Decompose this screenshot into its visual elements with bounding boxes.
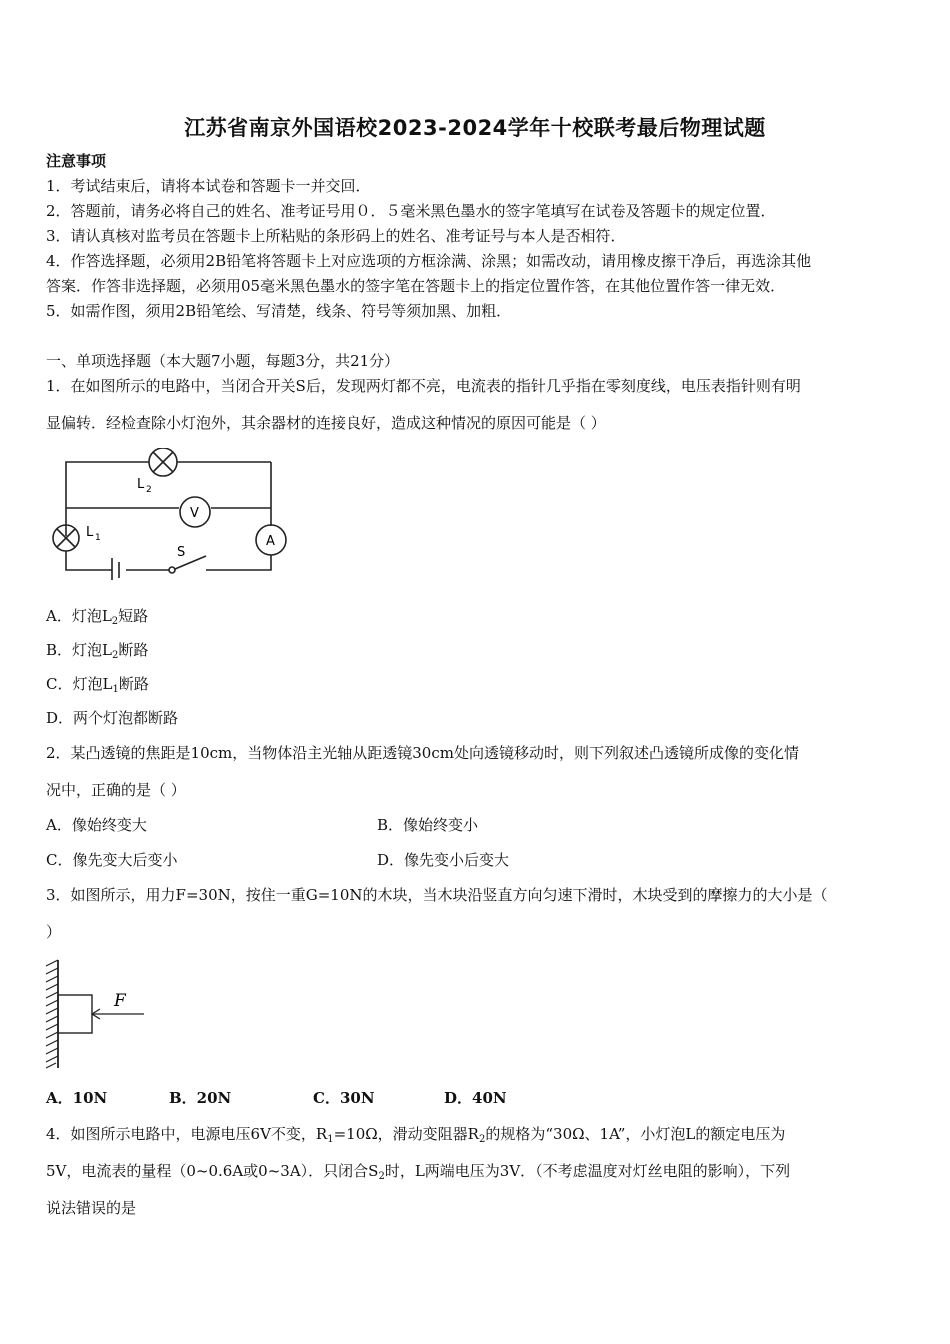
notice-item: 3．请认真核对监考员在答题卡上所粘贴的条形码上的姓名、准考证号与本人是否相符． — [46, 227, 626, 245]
force-label: F — [114, 991, 126, 1011]
q4-stem-line1: 4．如图所示电路中，电源电压6V不变，$R_1=10\Omega$，滑动变阻器$R_2$的规格为“30Ω、1A”，小灯泡L的额定电压为 — [46, 1125, 786, 1145]
q2-stem-line2: 况中，正确的是（ ） — [46, 781, 186, 799]
notice-item: 1．考试结束后，请将本试卷和答题卡一并交回． — [46, 177, 371, 195]
q3-option: C．30N — [313, 1089, 375, 1107]
q2-option: B．像始终变小 — [377, 816, 479, 834]
q2-stem-line1: 2．某凸透镜的焦距是10cm，当物体沿主光轴从距透镜30cm处向透镜移动时，则下列叙述凸透镜所成像的变化情 — [46, 744, 799, 762]
q1-option: C．灯泡$L_1$断路 — [46, 675, 149, 695]
q1-circuit-diagram — [46, 448, 296, 580]
l1-label: L — [86, 525, 94, 540]
section-heading: 一、单项选择题（本大题7小题，每题3分，共21分） — [46, 352, 400, 370]
q1-stem-line1: 1．在如图所示的电路中，当闭合开关S后，发现两灯都不亮，电流表的指针几乎指在零刻度线，电压表指针则有明 — [46, 377, 801, 395]
notice-item: 答案．作答非选择题，必须用05毫米黑色墨水的签字笔在答题卡上的指定位置作答，在其他位置作答一律无效． — [46, 277, 786, 295]
q2-option: A．像始终变大 — [46, 816, 147, 834]
switch-label: S — [177, 545, 186, 560]
q3-wall-block-diagram — [44, 958, 154, 1070]
q1-stem-line2: 显偏转．经检查除小灯泡外，其余器材的连接良好，造成这种情况的原因可能是（ ） — [46, 414, 606, 432]
notice-item: 2．答题前，请务必将自己的姓名、准考证号用０．５毫米黑色墨水的签字笔填写在试卷及答题卡的规定位置． — [46, 202, 776, 220]
notice-item: 4．作答选择题，必须用2B铅笔将答题卡上对应选项的方框涂满、涂黑；如需改动，请用橡皮擦干净后，再选涂其他 — [46, 252, 812, 270]
q2-option: C．像先变大后变小 — [46, 851, 178, 869]
q3-option: B．20N — [169, 1089, 232, 1107]
q3-stem-line2: ） — [46, 923, 62, 941]
q4-stem-line3: 说法错误的是 — [46, 1199, 137, 1217]
notice-item: 5．如需作图，须用2B铅笔绘、写清楚，线条、符号等须加黑、加粗． — [46, 302, 512, 320]
q1-option: D．两个灯泡都断路 — [46, 709, 179, 727]
q3-option: A．10N — [46, 1089, 108, 1107]
ammeter-label: A — [266, 534, 275, 549]
voltmeter-label: V — [190, 506, 199, 521]
q2-option: D．像先变小后变大 — [377, 851, 510, 869]
l2-label-sub: 2 — [146, 485, 152, 495]
l2-label: L — [137, 477, 145, 492]
q3-option: D．40N — [444, 1089, 507, 1107]
q1-option: A．灯泡$L_2$短路 — [46, 607, 149, 627]
q1-option: B．灯泡$L_2$断路 — [46, 641, 149, 661]
q3-stem-line1: 3．如图所示，用力F=30N，按住一重G=10N的木块，当木块沿竖直方向匀速下滑时，木块受到的摩擦力的大小是（ — [46, 886, 828, 904]
notice-heading: 注意事项 — [46, 152, 107, 170]
exam-title: 江苏省南京外国语校2023-2024学年十校联考最后物理试题 — [184, 116, 766, 140]
q4-stem-line2: 5V，电流表的量程（0~0.6A或0~3A）．只闭合$S_2$时，L两端电压为3V．（不考虑温度对灯丝电阻的影响），下列 — [46, 1162, 791, 1182]
l1-label-sub: 1 — [95, 533, 101, 543]
